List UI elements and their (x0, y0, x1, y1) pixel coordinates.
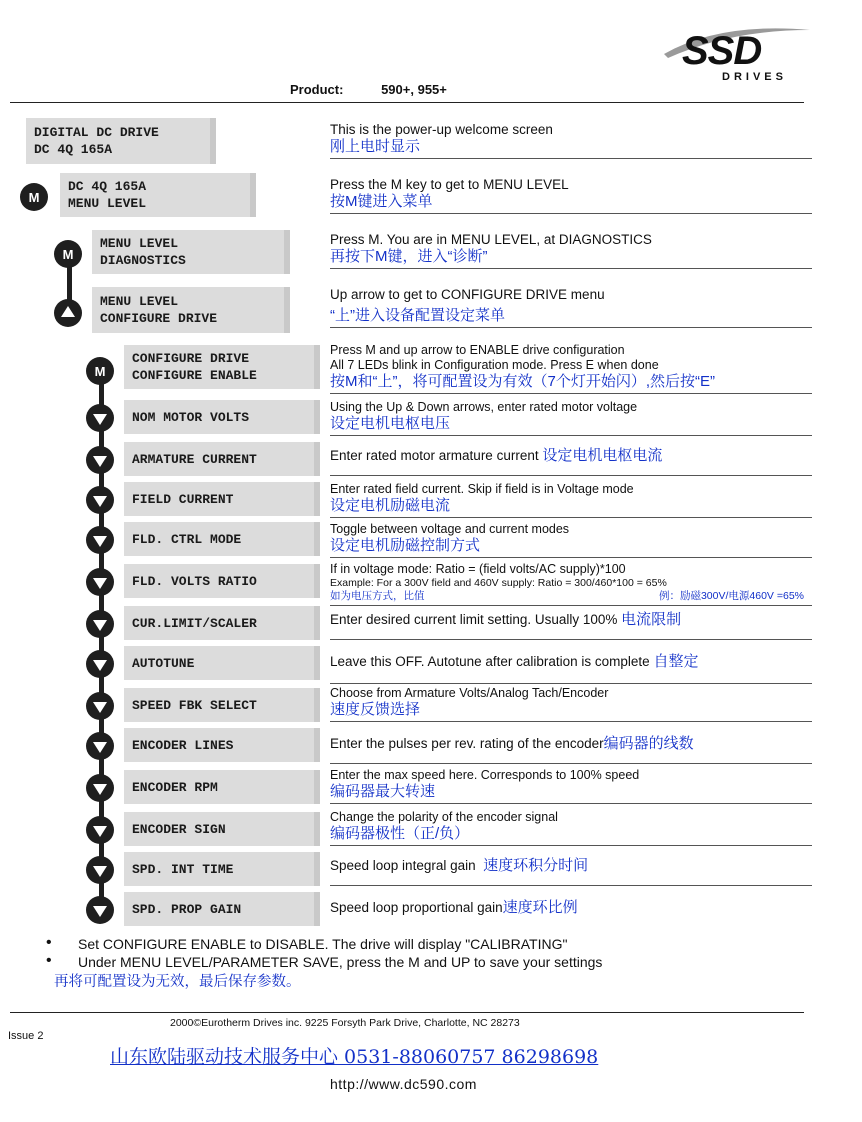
lcd-display: SPEED FBK SELECT (124, 688, 320, 722)
product-value: 590+, 955+ (381, 82, 447, 97)
lcd-display: MENU LEVEL DIAGNOSTICS (92, 230, 290, 274)
contact-line[interactable]: 山东欧陆驱动技术服务中心 0531-88060757 86298698 (110, 1046, 599, 1068)
step-description: Toggle between voltage and current modes 设定电机励磁控制方式 (330, 522, 852, 554)
step-description: Enter rated motor armature current 设定电机电枢电流 (330, 448, 852, 464)
lcd-display: MENU LEVEL CONFIGURE DRIVE (92, 287, 290, 333)
step-description: Enter desired current limit setting. Usually 100% 电流限制 (330, 612, 852, 628)
step-description: Speed loop proportional gain速度环比例 (330, 899, 578, 916)
logo-ssd-text: SSD (682, 29, 762, 73)
step-fld-ctrl-mode (0, 522, 862, 560)
step-encoder-lines (0, 728, 862, 766)
down-arrow-key-icon (86, 774, 114, 802)
lcd-display: SPD. INT TIME (124, 852, 320, 886)
step-description: This is the power-up welcome screen 刚上电时显示 (330, 122, 852, 155)
lcd-display: FLD. CTRL MODE (124, 522, 320, 556)
lcd-display: FIELD CURRENT (124, 482, 320, 516)
step-description: Using the Up & Down arrows, enter rated motor voltage 设定电机电枢电压 (330, 400, 852, 432)
step-description: Leave this OFF. Autotune after calibration is complete 自整定 (330, 654, 852, 670)
step-field-current (0, 482, 862, 520)
step-encoder-rpm (0, 768, 862, 808)
step-encoder-sign (0, 810, 862, 850)
m-key-icon: M (54, 240, 82, 268)
step-spd-int-time (0, 852, 862, 890)
m-key-icon: M (86, 357, 114, 385)
step-cur-limit (0, 606, 862, 644)
product-label: Product: (290, 82, 344, 97)
step-autotune (0, 646, 862, 684)
lcd-display: DIGITAL DC DRIVE DC 4Q 165A (26, 118, 216, 164)
step-diagnostics (0, 230, 862, 280)
step-configure-drive (0, 287, 862, 339)
lcd-display: SPD. PROP GAIN (124, 892, 320, 926)
lcd-display: ENCODER SIGN (124, 812, 320, 846)
logo-drives-text: DRIVES (722, 71, 787, 83)
step-nom-motor-volts (0, 400, 862, 438)
note-2: • Under MENU LEVEL/PARAMETER SAVE, press the M and UP to save your settings (44, 953, 602, 971)
note-1: • Set CONFIGURE ENABLE to DISABLE. The drive will display "CALIBRATING" (44, 935, 602, 953)
down-arrow-key-icon (86, 856, 114, 884)
step-fld-volts-ratio (0, 562, 862, 602)
step-description: Choose from Armature Volts/Analog Tach/Encoder 速度反馈选择 (330, 686, 852, 718)
up-arrow-key-icon (54, 299, 82, 327)
note-cn-wrap (54, 972, 301, 991)
step-welcome (0, 118, 862, 168)
lcd-display: DC 4Q 165A MENU LEVEL (60, 173, 256, 217)
down-arrow-key-icon (86, 446, 114, 474)
issue-label: Issue 2 (8, 1030, 44, 1042)
lcd-display: AUTOTUNE (124, 646, 320, 680)
website-url[interactable]: http://www.dc590.com (330, 1076, 477, 1092)
step-description: Press M. You are in MENU LEVEL, at DIAGNOSTICS 再按下M键，进入“诊断” (330, 232, 852, 265)
down-arrow-key-icon (86, 896, 114, 924)
lcd-display: ENCODER RPM (124, 770, 320, 804)
m-key-icon: M (20, 183, 48, 211)
down-arrow-key-icon (86, 650, 114, 678)
down-arrow-key-icon (86, 404, 114, 432)
copyright: 2000©Eurotherm Drives inc. 9225 Forsyth Park Drive, Charlotte, NC 28273 (170, 1017, 520, 1029)
step-description: Press the M key to get to MENU LEVEL 按M键进入菜单 (330, 177, 852, 210)
lcd-display: ARMATURE CURRENT (124, 442, 320, 476)
step-description: Change the polarity of the encoder signal 编码器极性（正/负） (330, 810, 852, 842)
down-arrow-key-icon (86, 692, 114, 720)
down-arrow-key-icon (86, 610, 114, 638)
step-description: Up arrow to get to CONFIGURE DRIVE menu “上”进入设备配置设定菜单 (330, 287, 852, 324)
step-description: Enter the max speed here. Corresponds to 100% speed 编码器最大转速 (330, 768, 852, 800)
footer-rule (10, 1012, 804, 1013)
down-arrow-key-icon (86, 816, 114, 844)
ssd-drives-logo (660, 16, 820, 86)
lcd-display: ENCODER LINES (124, 728, 320, 762)
down-arrow-key-icon (86, 732, 114, 760)
lcd-display: NOM MOTOR VOLTS (124, 400, 320, 434)
product-line (290, 82, 447, 97)
header-rule (10, 102, 804, 103)
step-description: Speed loop integral gain 速度环积分时间 (330, 858, 852, 874)
step-description: Press M and up arrow to ENABLE drive configuration All 7 LEDs blink in Configuration mode. Press E when done 按M和“上”，将可配置设为有效（7个灯开始闪）,然后按“E” (330, 343, 852, 390)
lcd-display: CUR.LIMIT/SCALER (124, 606, 320, 640)
step-spd-prop-gain (0, 892, 862, 930)
step-description: Enter rated field current. Skip if field is in Voltage mode 设定电机励磁电流 (330, 482, 852, 514)
step-menu-level (0, 173, 862, 221)
step-speed-fbk-select (0, 686, 862, 726)
note-cn: 再将可配置设为无效，最后保存参数。 (54, 974, 301, 990)
down-arrow-key-icon (86, 486, 114, 514)
step-configure-enable (0, 343, 862, 397)
lcd-display: FLD. VOLTS RATIO (124, 564, 320, 598)
step-armature-current (0, 442, 862, 480)
down-arrow-key-icon (86, 568, 114, 596)
lcd-display: CONFIGURE DRIVE CONFIGURE ENABLE (124, 345, 320, 389)
final-notes (44, 935, 602, 971)
down-arrow-key-icon (86, 526, 114, 554)
step-description: Enter the pulses per rev. rating of the encoder编码器的线数 (330, 736, 852, 752)
step-description: If in voltage mode: Ratio = (field volts/AC supply)*100 Example: For a 300V field and 460V supply: Ratio = 300/460*100 = 65% 如为电压方式，比值 例：励磁300V/电源460V =65% (330, 562, 852, 602)
